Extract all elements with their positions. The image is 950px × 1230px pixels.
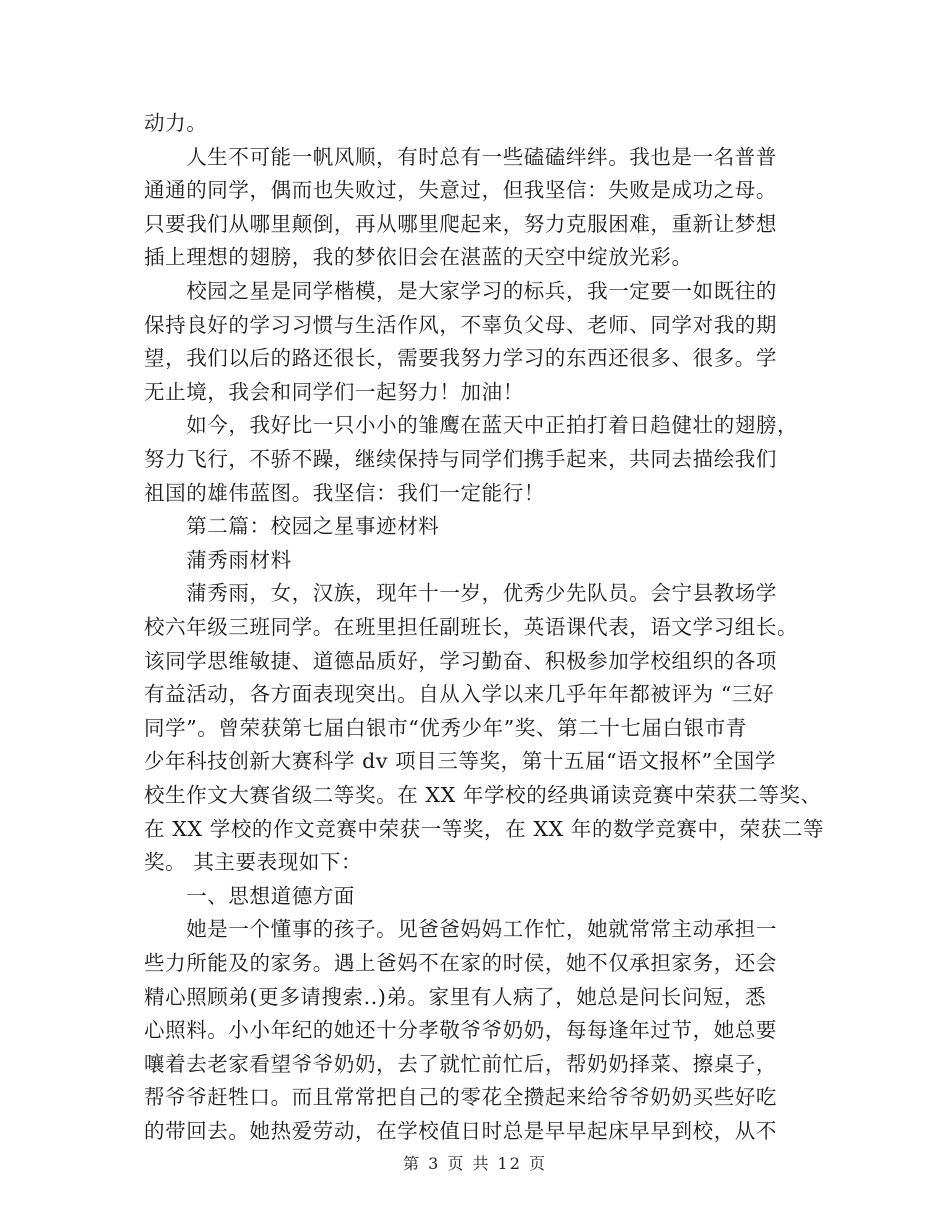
text-line: 望，我们以后的路还很长，需要我努力学习的东西还很多、很多。学 bbox=[144, 346, 777, 371]
text-line: 的带回去。她热爱劳动，在学校值日时总是早早起床早早到校，从不 bbox=[144, 1119, 777, 1143]
text-line: 努力飞行，不骄不躁，继续保持与同学们携手起来，共同去描绘我们 bbox=[144, 447, 777, 471]
text-line: 校生作文大赛省级二等奖。在 XX 年学校的经典诵读竞赛中荣获二等奖、 bbox=[144, 783, 822, 807]
text-line: 一、思想道德方面 bbox=[144, 883, 355, 908]
text-line: 人生不可能一帆风顺，有时总有一些磕磕绊绊。我也是一名普普 bbox=[144, 144, 777, 169]
text-line: 无止境，我会和同学们一起努力！加油！ bbox=[144, 379, 524, 404]
text-line: 精心照顾弟(更多请搜索..)弟。家里有人病了，她总是问长问短，悉 bbox=[144, 984, 767, 1009]
text-line: 有益活动，各方面表现突出。自从入学以来几乎年年都被评为 “三好 bbox=[144, 682, 775, 707]
text-line: 第二篇：校园之星事迹材料 bbox=[144, 514, 440, 539]
text-line: 校六年级三班同学。在班里担任副班长，英语课代表，语文学习组长。 bbox=[144, 615, 799, 639]
text-line: 蒲秀雨，女，汉族，现年十一岁，优秀少先队员。会宁县教场学 bbox=[144, 581, 777, 606]
page-footer: 第 3 页 共 12 页 bbox=[403, 1154, 547, 1173]
text-line: 些力所能及的家务。遇上爸妈不在家的时侯，她不仅承担家务，还会 bbox=[144, 951, 777, 975]
text-line: 校园之星是同学楷模，是大家学习的标兵，我一定要一如既往的 bbox=[144, 279, 777, 303]
text-line: 如今，我好比一只小小的雏鹰在蓝天中正拍打着日趋健壮的翅膀， bbox=[144, 413, 799, 438]
text-line: 帮爷爷赶牲口。而且常常把自己的零花全攒起来给爷爷奶奶买些好吃 bbox=[144, 1085, 777, 1110]
text-line: 同学”。曾荣获第七届白银市“优秀少年”奖、第二十七届白银市青 bbox=[144, 715, 747, 740]
text-line: 只要我们从哪里颠倒，再从哪里爬起来，努力克服困难，重新让梦想 bbox=[144, 211, 777, 236]
text-line: 该同学思维敏捷、道德品质好，学习勤奋、积极参加学校组织的各项 bbox=[144, 648, 777, 673]
text-line: 动力。 bbox=[144, 111, 208, 135]
text-line: 她是一个懂事的孩子。见爸爸妈妈工作忙，她就常常主动承担一 bbox=[144, 917, 777, 942]
text-line: 保持良好的学习习惯与生活作风，不辜负父母、老师、同学对我的期 bbox=[144, 312, 777, 337]
text-line: 祖国的雄伟蓝图。我坚信：我们一定能行！ bbox=[144, 480, 545, 505]
text-line: 心照料。小小年纪的她还十分孝敬爷爷奶奶，每每逢年过节，她总要 bbox=[144, 1018, 777, 1043]
text-line: 蒲秀雨材料 bbox=[144, 547, 292, 572]
text-line: 在 XX 学校的作文竞赛中荣获一等奖，在 XX 年的数学竞赛中，荣获二等 bbox=[144, 816, 825, 841]
text-line: 奖。 其主要表现如下： bbox=[144, 850, 363, 875]
text-line: 插上理想的翅膀，我的梦依旧会在湛蓝的天空中绽放光彩。 bbox=[144, 245, 693, 270]
text-line: 嚷着去老家看望爷爷奶奶，去了就忙前忙后，帮奶奶择菜、擦桌子， bbox=[144, 1051, 777, 1076]
text-line: 少年科技创新大赛科学 dv 项目三等奖，第十五届“语文报杯”全国学 bbox=[144, 749, 776, 774]
text-line: 通通的同学，偶而也失败过，失意过，但我坚信：失败是成功之母。 bbox=[144, 178, 777, 203]
